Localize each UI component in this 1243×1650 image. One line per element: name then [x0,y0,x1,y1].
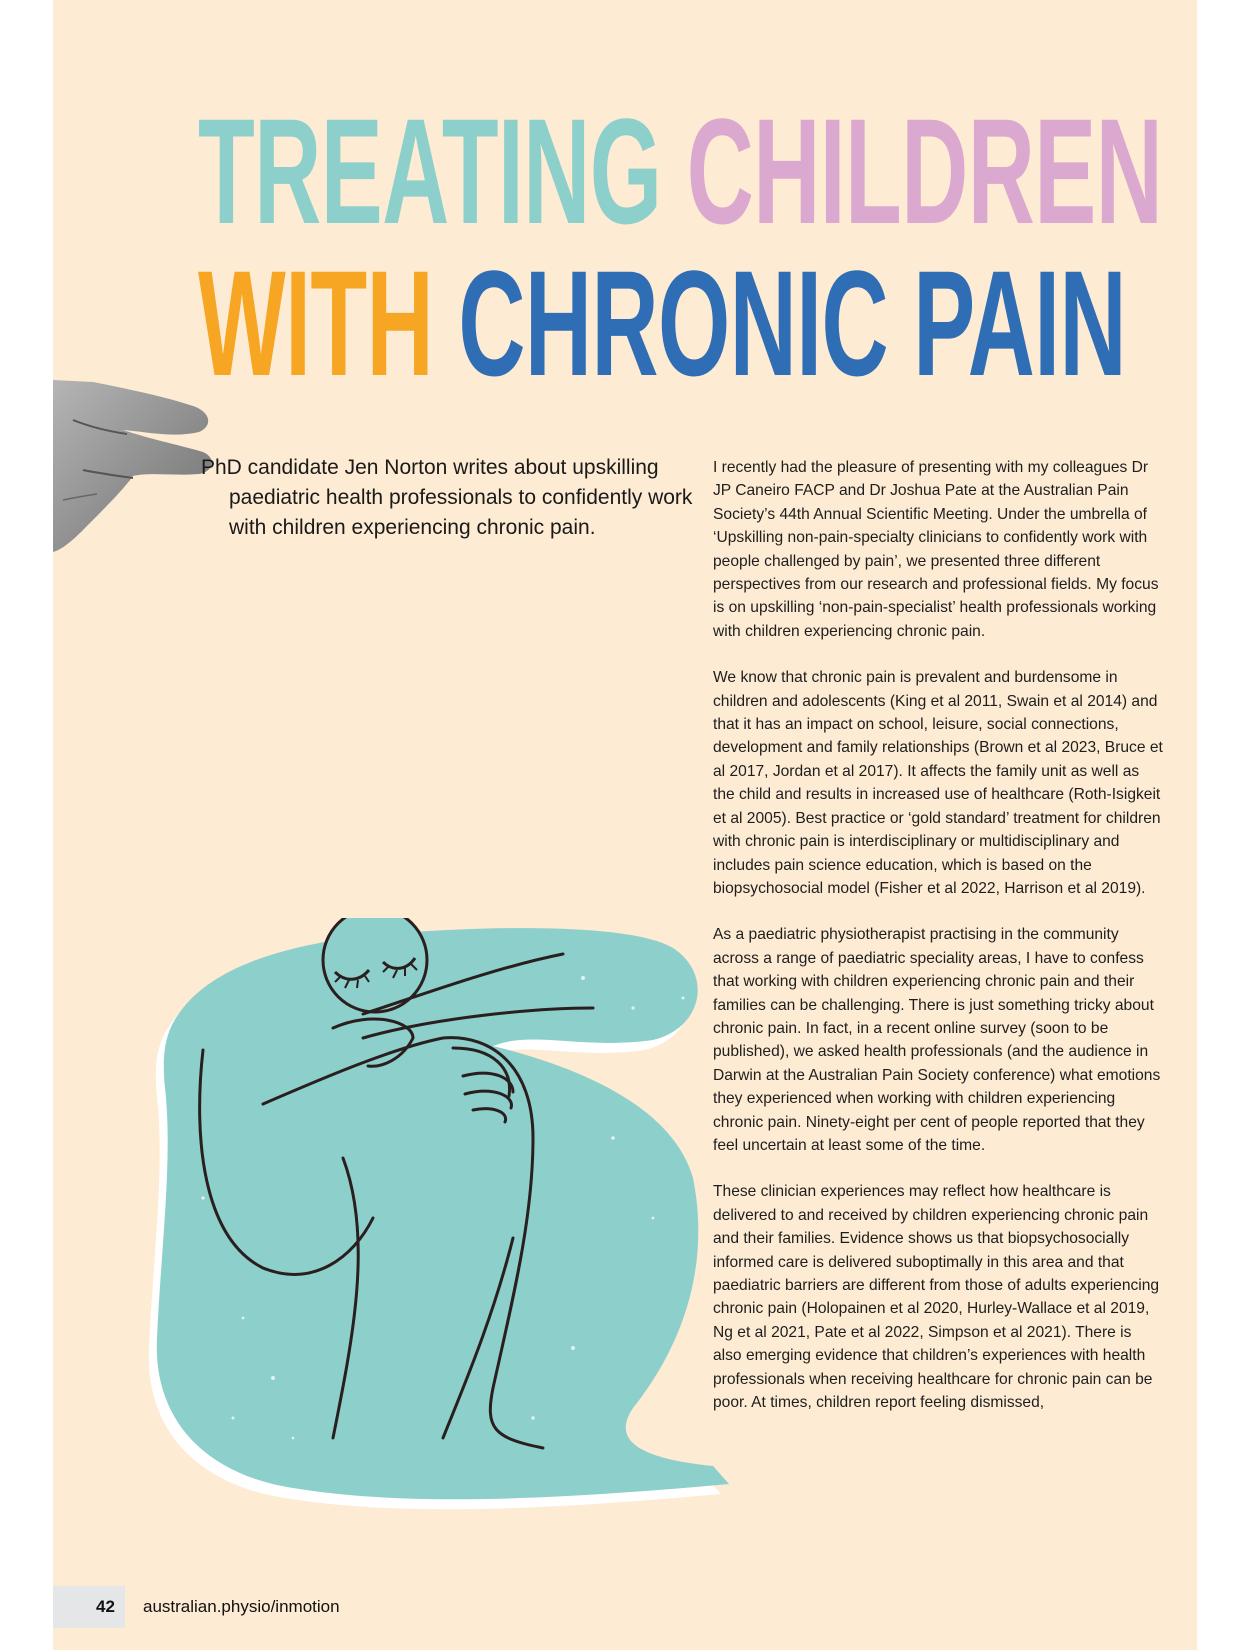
headline-word-children: CHILDREN [686,87,1163,255]
body-paragraph: We know that chronic pain is prevalent and burdensome in children and adolescents (King et al 2011, Swain et al 2014) and that it has an impact on school, leisure, social connections, development and family relationships (Brown et al 2023, Bruce et al 2017, Jordan et al 2017). It affects the family unit as well as the child and results in increased use of healthcare (Roth-Isigkeit et al 2005). Best practice or ‘gold standard’ treatment for children with chronic pain is interdisciplinary or multidisciplinary and includes pain science education, which is based on the biopsychosocial model (Fisher et al 2022, Harrison et al 2019). [713,669,1163,897]
body-paragraph: As a paediatric physiotherapist practising in the community across a range of paediatric speciality areas, I have to confess that working with children experiencing chronic pain and their families can be challenging. There is just something tricky about chronic pain. In fact, in a recent online survey (soon to be published), we asked health professionals (and the audience in Darwin at the Australian Pain Society conference) what emotions they experienced when working with children experiencing chronic pain. Ninety-eight per cent of people reported that they feel uncertain at least some of the time. [713,926,1161,1154]
magazine-page [53,0,1197,1650]
intro-standfirst: PhD candidate Jen Norton writes about upskilling paediatric health professionals to confidently work with children experiencing chronic pain. [201,456,693,539]
headline-word-treating: TREATING [198,87,662,255]
body-paragraph: I recently had the pleasure of presenting with my colleagues Dr JP Caneiro FACP and Dr Joshua Pate at the Australian Pain Society’s 44th Annual Scientific Meeting. Under the umbrella of ‘Upskilling non-pain-specialty clinicians to confidently work with people challenged by pain’, we presented three different perspectives from our research and professional fields. My focus is on upskilling ‘non-pain-specialist’ health professionals working with children experiencing chronic pain. [713,459,1159,640]
page-number: 42 [96,1597,115,1616]
curled-up-figure-illustration [113,918,763,1528]
footer-url: australian.physio/inmotion [143,1597,340,1616]
headline-line-2 [198,239,1162,408]
headline-word-chronic-pain: CHRONIC PAIN [458,239,1127,407]
headline-line-1 [198,87,1163,256]
article-body [713,456,1163,1437]
headline-word-with: WITH [198,239,434,407]
body-paragraph: These clinician experiences may reflect how healthcare is delivered to and received by children experiencing chronic pain and their families. Evidence shows us that biopsychosocially informed care is delivered suboptimally in this area and that paediatric barriers are different from those of adults experiencing chronic pain (Holopainen et al 2020, Hurley-Wallace et al 2019, Ng et al 2021, Pate et al 2022, Simpson et al 2021). There is also emerging evidence that children’s experiences with health professionals when receiving healthcare for chronic pain can be poor. At times, children report feeling dismissed, [713,1183,1160,1412]
headline [198,87,1197,408]
